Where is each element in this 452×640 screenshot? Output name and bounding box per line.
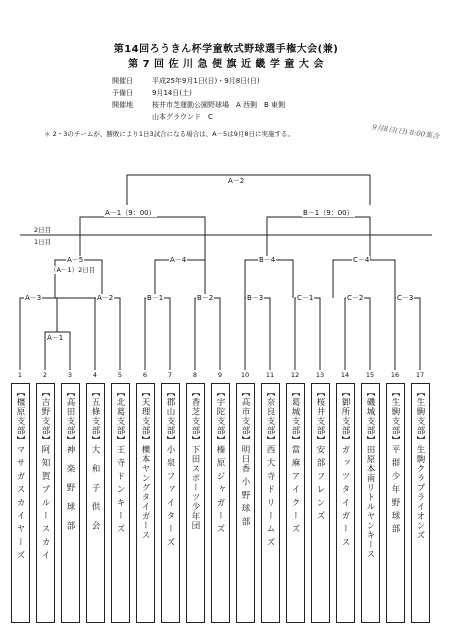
bracket-c3 bbox=[395, 298, 420, 370]
team-entry bbox=[336, 383, 355, 623]
team-entry bbox=[411, 383, 430, 623]
team-name: 【奈良支部】西 大 寺 ド リ ー ム ズ bbox=[265, 388, 275, 547]
team-number: 2 bbox=[42, 371, 48, 379]
bracket-b2 bbox=[195, 298, 220, 370]
venue-row-2: 山本グラウンド C bbox=[152, 113, 213, 121]
venue-value: 桜井市芝運動公園野球場 A 西側 B 東側 bbox=[152, 101, 286, 109]
reserve-value: 9月14日(土) bbox=[152, 89, 192, 97]
match-final: A－2 bbox=[228, 177, 245, 185]
tournament-title: 第14回ろうきん杯学童軟式野球選手権大会(兼) bbox=[113, 44, 339, 55]
match-c4: C－4 bbox=[353, 256, 370, 264]
day2-label: 2日目 bbox=[34, 226, 52, 234]
match-c3: C－3 bbox=[397, 294, 414, 302]
match-c1: C－1 bbox=[297, 294, 314, 302]
team-entry bbox=[186, 383, 205, 623]
bracket-a2 bbox=[95, 298, 120, 370]
team-name: 【香芝支部】下田スポーツ少年団 bbox=[190, 388, 200, 531]
tournament-subtitle: 第 7 回 佐 川 急 便 旗 近 畿 学 童 大 会 bbox=[128, 59, 324, 70]
team-entry bbox=[111, 383, 130, 623]
bracket-c4 bbox=[333, 260, 395, 298]
team-name: 【宇陀支部】榛 原 ジ ャ ガ ー ズ bbox=[215, 388, 225, 534]
team-name: 【桜井支部】安 部 フ レ ン ズ bbox=[315, 388, 325, 521]
bracket-b3 bbox=[245, 298, 270, 370]
team-entry bbox=[136, 383, 155, 623]
team-number: 11 bbox=[265, 371, 275, 379]
team-number: 9 bbox=[217, 371, 223, 379]
team-name: 【郡山支部】小 泉 フ ァ イ タ ー ズ bbox=[165, 388, 175, 547]
team-name: 【御所支部】ガ ッ ツ タ イ ガ ー ス bbox=[340, 388, 350, 547]
team-number: 3 bbox=[67, 371, 73, 379]
team-number: 14 bbox=[340, 371, 350, 379]
bracket-semi-left bbox=[80, 217, 205, 260]
match-b4: B－4 bbox=[259, 256, 276, 264]
team-number: 6 bbox=[142, 371, 148, 379]
team-entry bbox=[61, 383, 80, 623]
team-name: 【生駒支部】生駒クラブライオンズ bbox=[415, 388, 425, 540]
team-name: 【北葛支部】王 寺 ド ン キ ー ズ bbox=[115, 388, 125, 534]
match-b2: B－2 bbox=[197, 294, 214, 302]
team-number: 4 bbox=[92, 371, 98, 379]
team-entry bbox=[261, 383, 280, 623]
team-number: 10 bbox=[240, 371, 250, 379]
team-name: 【葛城支部】當 麻 ア イ ク ー ズ bbox=[290, 388, 300, 534]
team-entry bbox=[161, 383, 180, 623]
team-name: 【天理支部】櫟本ヤングタイガース bbox=[140, 388, 150, 540]
team-number: 5 bbox=[117, 371, 123, 379]
team-entry bbox=[11, 383, 30, 623]
team-name: 【磯城支部】田原本南リトルヤンキース bbox=[365, 388, 375, 559]
team-number: 7 bbox=[167, 371, 173, 379]
match-a2: A－2 bbox=[97, 294, 114, 302]
team-entry bbox=[36, 383, 55, 623]
date-label: 開催日 bbox=[112, 77, 133, 85]
team-number: 1 bbox=[17, 371, 23, 379]
team-number: 17 bbox=[415, 371, 425, 379]
team-name: 【吉野支部】阿 知 賀 ブ ル ー ス カ イ bbox=[40, 388, 50, 561]
match-c2: C－2 bbox=[347, 294, 364, 302]
handwritten-note: 9月8日(日) 8:00集合 bbox=[371, 123, 440, 141]
team-name: 【高市支部】明日香 小 野 球 部 bbox=[240, 388, 250, 527]
team-number: 16 bbox=[390, 371, 400, 379]
bracket-c2 bbox=[345, 298, 370, 370]
match-a5: A－5 bbox=[67, 256, 84, 264]
bracket-final bbox=[127, 175, 370, 205]
bracket-semi-right bbox=[267, 217, 370, 260]
team-entry bbox=[236, 383, 255, 623]
team-number: 13 bbox=[315, 371, 325, 379]
team-entry bbox=[211, 383, 230, 623]
team-number: 8 bbox=[192, 371, 198, 379]
match-semi-left: A－1（9：00） bbox=[105, 209, 156, 217]
team-entry bbox=[311, 383, 330, 623]
match-a5-note: （A－1）2日目 bbox=[50, 266, 96, 274]
match-a3: A－3 bbox=[25, 294, 42, 302]
match-a4: A－4 bbox=[170, 256, 187, 264]
match-b1: B－1 bbox=[147, 294, 164, 302]
team-name: 【生駒支部】平 群 少 年 野 球 部 bbox=[390, 388, 400, 534]
venue-label: 開催地 bbox=[112, 101, 133, 109]
bracket-a4 bbox=[155, 260, 205, 298]
day1-label: 1日目 bbox=[34, 238, 52, 246]
team-name: 【橿原支部】マ サ ガ ス カ イ ヤ ー ズ bbox=[15, 388, 25, 561]
team-name: 【高田支部】神 楽 野 球 部 bbox=[65, 388, 75, 531]
bracket-b1 bbox=[145, 298, 170, 370]
team-name: 【五條支部】大 和 子 供 会 bbox=[90, 388, 100, 531]
team-number: 15 bbox=[365, 371, 375, 379]
team-entry bbox=[361, 383, 380, 623]
bracket-c1 bbox=[295, 298, 320, 370]
reserve-label: 予備日 bbox=[112, 89, 133, 97]
match-semi-right: B－1（9：00） bbox=[303, 209, 354, 217]
team-entry bbox=[86, 383, 105, 623]
date-value: 平成25年9月1日(日)・9月8日(日) bbox=[152, 77, 260, 85]
team-entry bbox=[386, 383, 405, 623]
team-entry bbox=[286, 383, 305, 623]
match-a1: A－1 bbox=[47, 334, 64, 342]
schedule-note: ＊ 2・3のチームが、勝敗により1日3試合になる場合は、A－5は9月8日に実施する。 bbox=[44, 130, 294, 138]
bracket-b4 bbox=[245, 260, 293, 298]
match-b3: B－3 bbox=[247, 294, 264, 302]
team-number: 12 bbox=[290, 371, 300, 379]
